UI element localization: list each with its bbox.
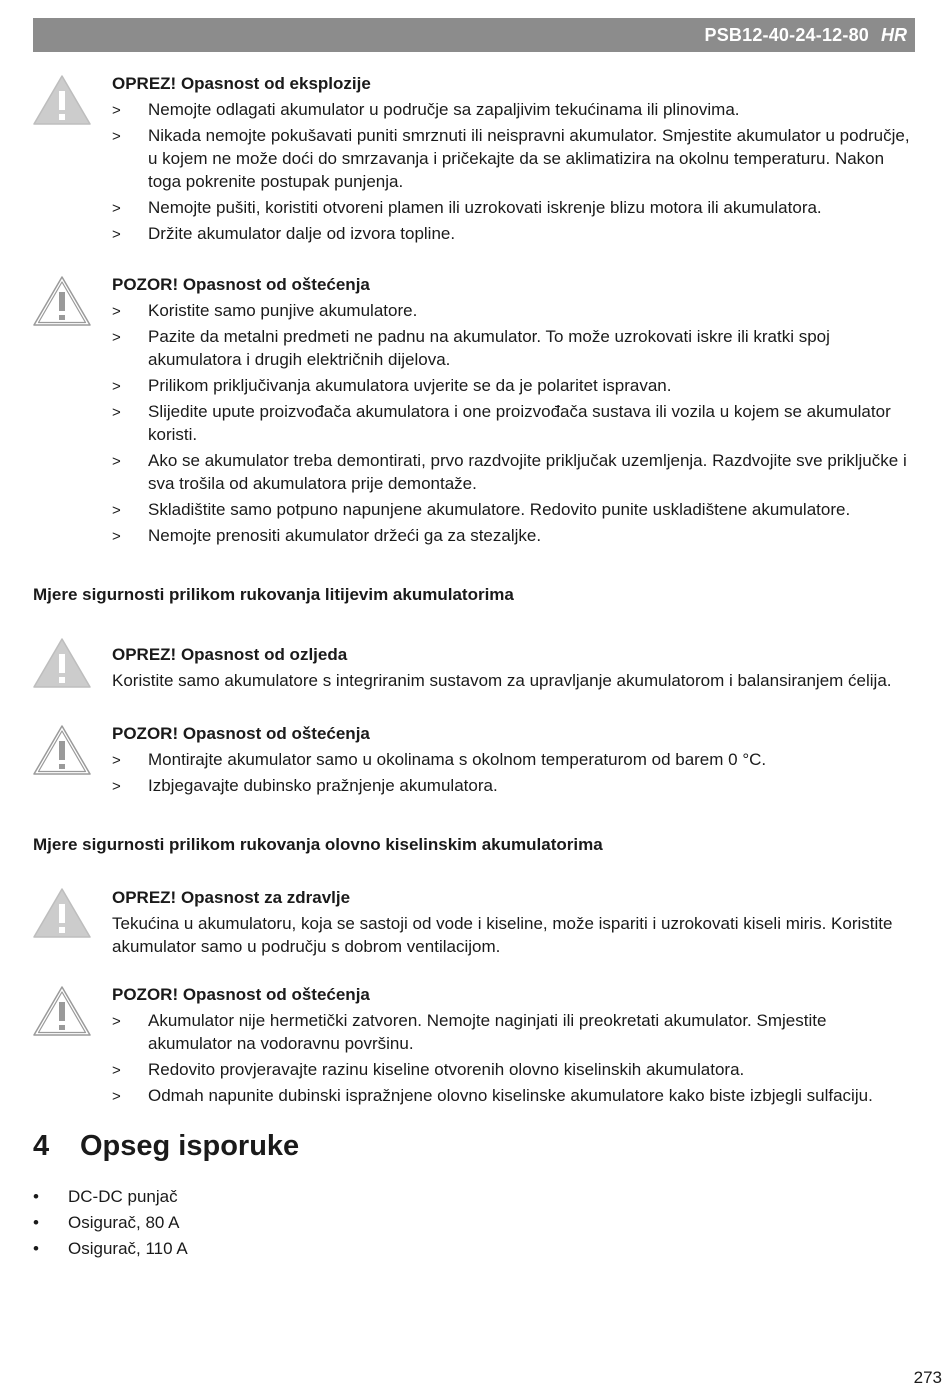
warning-content (112, 273, 915, 550)
warning-outline-icon (32, 724, 92, 776)
warning-list (112, 1009, 915, 1107)
header-bar (33, 18, 915, 52)
bullet-icon: • (33, 1213, 39, 1232)
list-item: > Nemojte pušiti, koristiti otvoreni plamen ili uzrokovati iskrenje blizu motora ili akumulatora. (112, 196, 915, 219)
list-item: > Izbjegavajte dubinsko pražnjenje akumulatora. (112, 774, 915, 797)
section-heading-lead-acid: Mjere sigurnosti prilikom rukovanja olovno kiselinskim akumulatorima (33, 835, 603, 854)
language-code: HR (881, 24, 907, 45)
list-item: • DC-DC punjač (33, 1187, 178, 1206)
chapter-heading (33, 1130, 299, 1163)
bullet-icon: • (33, 1239, 39, 1258)
model-number: PSB12-40-24-12-80 (704, 24, 869, 45)
arrow-icon: > (112, 453, 121, 470)
warning-content (112, 983, 915, 1110)
arrow-icon: > (112, 502, 121, 519)
arrow-icon: > (112, 1088, 121, 1105)
page-number: 273 (913, 1368, 942, 1387)
list-item: > Držite akumulator dalje od izvora topline. (112, 222, 915, 245)
arrow-icon: > (112, 778, 121, 795)
delivery-list (33, 1186, 188, 1264)
arrow-icon: > (112, 378, 121, 395)
list-item: > Odmah napunite dubinski ispražnjene olovno kiselinske akumulatore kako biste izbjegli sulfaciju. (112, 1084, 915, 1107)
list-item: • Osigurač, 80 A (33, 1213, 180, 1232)
warning-list (112, 98, 915, 245)
warning-filled-icon (32, 74, 92, 126)
arrow-icon: > (112, 1013, 121, 1030)
warning-outline-icon (32, 275, 92, 327)
list-item: > Nemojte prenositi akumulator držeći ga za stezaljke. (112, 524, 915, 547)
section-heading-lithium: Mjere sigurnosti prilikom rukovanja litijevim akumulatorima (33, 585, 514, 604)
warning-content (112, 643, 915, 692)
list-item: > Ako se akumulator treba demontirati, prvo razdvojite priključak uzemljenja. Razdvojite sve priključke i sva trošila od akumulatora prije demontaže. (112, 451, 907, 493)
list-item: > Pazite da metalni predmeti ne padnu na akumulator. To može uzrokovati iskre ili kratki spoj akumulatora i drugih električnih dijelova. (112, 327, 830, 369)
list-item: > Redovito provjeravajte razinu kiseline otvorenih olovno kiselinskih akumulatora. (112, 1058, 915, 1081)
arrow-icon: > (112, 329, 121, 346)
list-item: > Montirajte akumulator samo u okolinama s okolnom temperaturom od barem 0 °C. (112, 748, 915, 771)
list-item: > Prilikom priključivanja akumulatora uvjerite se da je polaritet ispravan. (112, 374, 915, 397)
warning-content (112, 886, 915, 958)
list-item: > Nemojte odlagati akumulator u područje sa zapaljivim tekućinama ili plinovima. (112, 98, 915, 121)
warning-outline-icon (32, 985, 92, 1037)
list-item: > Koristite samo punjive akumulatore. (112, 299, 915, 322)
warning-text: Koristite samo akumulatore s integriranim sustavom za upravljanje akumulatorom i balansiranjem ćelija. (112, 671, 892, 690)
arrow-icon: > (112, 1062, 121, 1079)
warning-list (112, 748, 915, 797)
list-item: > Slijedite upute proizvođača akumulatora i one proizvođača sustava ili vozila u kojem se akumulator koristi. (112, 402, 891, 444)
warning-content (112, 722, 915, 800)
warning-title: OPREZ! Opasnost za zdravlje (112, 888, 351, 907)
chapter-title: Opseg isporuke (80, 1130, 300, 1162)
list-item: > Nikada nemojte pokušavati puniti smrznuti ili neispravni akumulator. Smjestite akumulator u područje, u kojem ne može doći do smrzavanja i pričekajte da se aklimatizira na okolnu temperaturu. Nakon toga pokrenite postupak punjenja. (112, 126, 910, 191)
arrow-icon: > (112, 200, 121, 217)
warning-list (112, 299, 915, 547)
warning-text: Tekućina u akumulatoru, koja se sastoji od vode i kiseline, može ispariti i uzrokovati kiseli miris. Koristite akumulator samo u području s dobrom ventilacijom. (112, 914, 893, 956)
arrow-icon: > (112, 752, 121, 769)
warning-title: POZOR! Opasnost od oštećenja (112, 724, 370, 743)
warning-filled-icon (32, 887, 92, 939)
warning-title: POZOR! Opasnost od oštećenja (112, 985, 370, 1004)
warning-content (112, 72, 915, 248)
list-item: > Skladištite samo potpuno napunjene akumulatore. Redovito punite uskladištene akumulatore. (112, 498, 915, 521)
arrow-icon: > (112, 226, 121, 243)
arrow-icon: > (112, 102, 121, 119)
arrow-icon: > (112, 404, 121, 421)
arrow-icon: > (112, 303, 121, 320)
warning-title: POZOR! Opasnost od oštećenja (112, 275, 370, 294)
warning-title: OPREZ! Opasnost od ozljeda (112, 645, 348, 664)
list-item: • Osigurač, 110 A (33, 1239, 188, 1258)
arrow-icon: > (112, 528, 121, 545)
bullet-icon: • (33, 1187, 39, 1206)
warning-filled-icon (32, 637, 92, 689)
arrow-icon: > (112, 128, 121, 145)
warning-title: OPREZ! Opasnost od eksplozije (112, 74, 371, 93)
chapter-number: 4 (33, 1130, 50, 1162)
list-item: > Akumulator nije hermetički zatvoren. Nemojte naginjati ili preokretati akumulator. Smjestite akumulator na vodoravnu površinu. (112, 1011, 827, 1053)
